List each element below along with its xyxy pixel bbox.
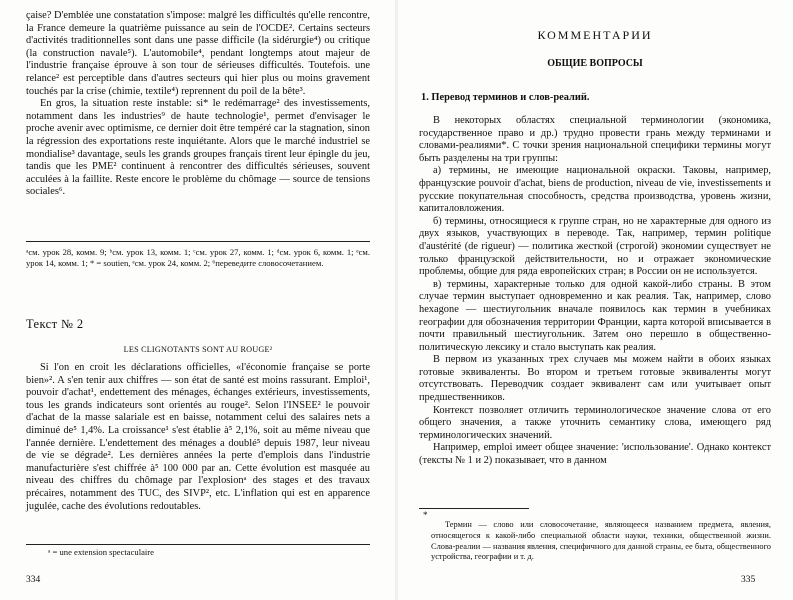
general-questions-header: ОБЩИЕ ВОПРОСЫ xyxy=(547,58,643,69)
right-footnote-divider xyxy=(419,508,529,509)
footnote-2-divider xyxy=(26,544,370,545)
top-paragraph: çaise? D'emblée une constatation s'impose: malgré les difficultés qu'elle rencontre, la France demeure la quatrième puissance au sein de l'OCDE². Certains secteurs d'activités traditionnelles sont dans une passe difficile (la sidérurgie⁴) ou critique (la construction navale⁵). L'automobile⁴, pendant longtemps atout majeur de l'industrie française éprouve à son tour de sérieuses difficultés. Toutefois. une relance² est perceptible dans d'autres secteurs qui hier plus ou moins gravement touchés par la crise (chimie, textile⁴) reprennent du poil de la bête³. xyxy=(26,10,370,97)
example-paragraph: Например, emploi имеет общее значение: 'использование'. Однако контекст (тексты № 1 и 2) показывает, что в данном xyxy=(419,442,771,467)
second-paragraph: En gros, la situation reste instable: si* le redémarrage² des investissements, notamment dans les industries⁹ de haute technologie¹, permet d'envisager le proche avenir avec optimisme, ce dernier doit être tempéré car la stagnation, sinon la régression des exportations reste inquiétante. Alors que le marché industriel se mondialise³ davantage, seuls les grands groupes français tirent leur épingle du jeu, tandis que les PME² continuent à rencontrer des difficultés sérieuses, souvent acculées à la faillite. Reste encore le problème du chômage — source de tensions sociales⁶. xyxy=(26,98,370,198)
footnote-2: ᵃ = une extension spectaculaire xyxy=(48,547,154,557)
left-page xyxy=(0,0,396,600)
item-a: а) термины, не имеющие национальной окраски. Таковы, например, французские pouvoir d'achat, biens de production, niveau de vie, investissements и русские покупательная способность, средства производства, уровень жизни, капиталовложения. xyxy=(419,165,771,215)
comments-header: КОММЕНТАРИИ xyxy=(537,28,653,42)
right-footnote: Термин — слово или словосочетание, являющееся названием предмета, явления, относящегося к какой-либо специальной области науки, техники, общественной жизни. Слова-реалии — названия явления, специфичного для данной страны, ее быта, общественного устройства, географии и т. д. xyxy=(431,520,771,562)
footnote-1: ᵃсм. урок 28, комм. 9; ᵇсм. урок 13, комм. 1; ᶜсм. урок 27, комм. 1; ᵈсм. урок 6, комм. 1; ᵉсм. урок 14, комм. 1; * = soutien, ᵉсм. урок 24, комм. 2; ⁶переведите словосочетанием. xyxy=(26,247,370,268)
text-2-heading: Текст № 2 xyxy=(26,317,84,331)
text-2-paragraph: Si l'on en croit les déclarations officielles, «l'économie française se porte bien»². A s'en tenir aux chiffres — son état de santé est moins rassurant. Emploi¹, pouvoir d'achat¹, endettement des ménages, échanges extérieurs, investissements, tous les grands indicateurs sont orientés au rouge². Selon l'INSEE² le pouvoir d'achat de la masse salariale est en baisse, notamment celui des salaires nets a diminué de⁵ 1,4%. La croissance¹ s'est établie à⁵ 2,1%, soit au même niveau que l'année dernière. L'endettement des ménages a doublé⁵ depuis 1987, leur niveau de vie se dégrade². Les dernières années la perte d'emplois dans l'industrie manufacturière s'est chiffrée à⁵ 100 000 par an. Cette évolution est masquée au niveau des chiffres du chômage par l'explosionᵃ des stages et des travaux précaires, notamment des TUC, des SIVP², etc. L'inflation qui est en apparence jugulée, cache des évolutions redoutables. xyxy=(26,362,370,512)
page-number-left: 334 xyxy=(26,575,41,585)
item-c: в) термины, характерные только для одной какой-либо страны. В этом случае термин выступает одновременно и как реалия. Так, например, слово hexagone — шестиугольник вначале появилось как термин в учебниках географии для обозначения территории Франции, карта которой вписывается в почти правильный шестиугольник. Затем оно перешло в общественно-политическую лексику и стало выступать как реалия. xyxy=(419,278,771,353)
footnote-star: * xyxy=(423,510,428,520)
right-body xyxy=(419,115,771,468)
context-paragraph: Контекст позволяет отличить терминологическое значение слова от его общего значения, а также уточнить семантику слова, имеющего ряд терминологических значений. xyxy=(419,404,771,441)
footnote-divider xyxy=(26,241,370,242)
right-page xyxy=(397,0,793,600)
text-2-subtitle: LES CLIGNOTANTS SONT AU ROUGE² xyxy=(123,345,273,354)
intro-paragraph: В некоторых областях специальной терминологии (экономика, государственное право и др.) трудно провести грань между терминами и словами-реалиями*. С точки зрения национальной специфики термины могут быть разделены на три группы: xyxy=(419,115,771,164)
left-top-text xyxy=(26,10,370,199)
page-number-right: 335 xyxy=(741,575,756,585)
first-case-paragraph: В первом из указанных трех случаев мы можем найти в обоих языках готовые эквиваленты. Во втором и третьем готовые эквиваленты могут отсутствовать. Переводчик создает эквивалент сам или учитывает опыт предшественников. xyxy=(419,354,771,404)
section-title: 1. Перевод терминов и слов-реалий. xyxy=(421,92,590,103)
item-b: б) термины, относящиеся к группе стран, но не характерные для одного из двух языков, участвующих в переводе. Так, например, термин politique d'austérité (de rigueur) — политика жесткой (строгой) экономии существует не только французской действительности, но и отражает экономические проблемы, общие для ряда европейских стран; в России он не используется. xyxy=(419,215,771,278)
